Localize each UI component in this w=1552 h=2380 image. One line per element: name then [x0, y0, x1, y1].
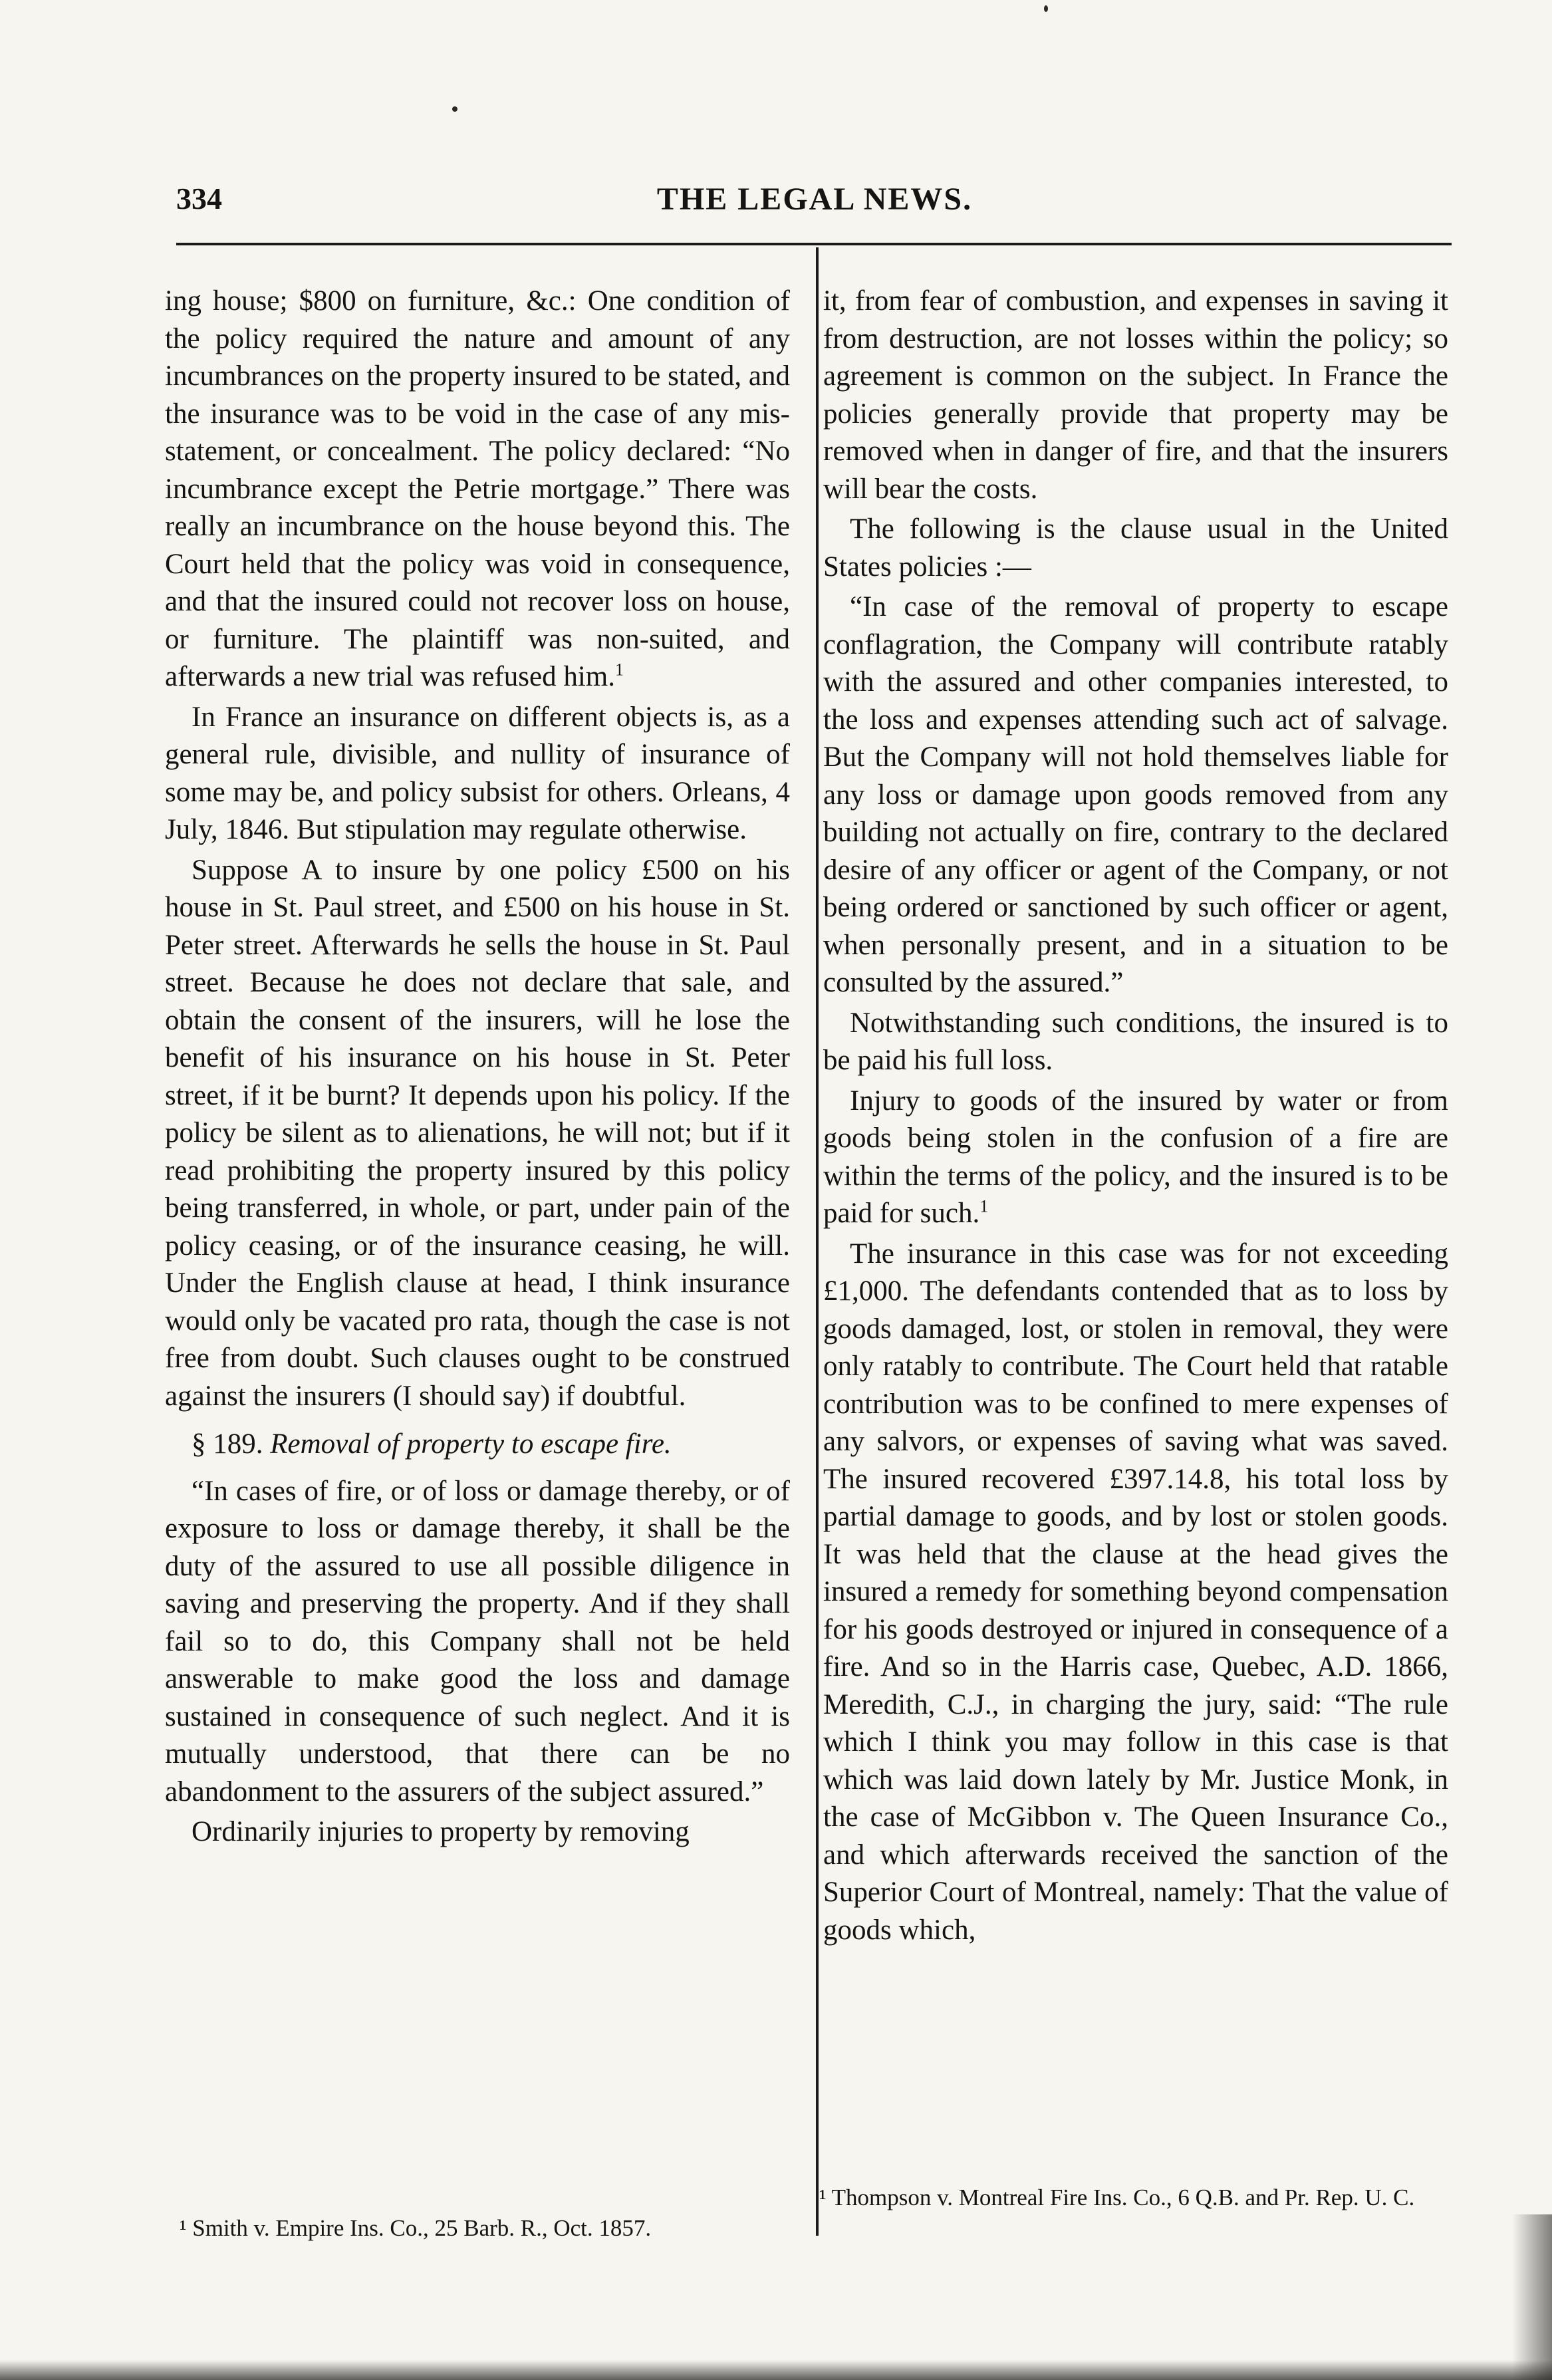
- paragraph: In France an insurance on different objects is, as a general rule, divisible, and nullity of insurance of some may be, and policy subsist for others. Orleans, 4 July, 1846. But stipulation may regulate otherwise.: [165, 701, 790, 845]
- paragraph: Suppose A to insure by one policy £500 on his house in St. Paul street, and £500 on his house in St. Peter street. Afterwards he sells the house in St. Paul street. Because he does not declare that sale, and obtain the consent of the insurers, will he lose the benefit of his insurance on his house in St. Peter street, if it be burnt? It depends upon his policy. If the policy be silent as to alienations, he will not; but if it read prohibiting the property insured by this policy being transferred, in whole, or part, under pain of the policy ceasing, or of the insurance ceasing, he will. Under the English clause at head, I think insurance would only be vacated pro rata, though the case is not free from doubt. Such clauses ought to be construed against the insurers (I should say) if doubtful.: [165, 854, 790, 1412]
- header-rule: [176, 243, 1452, 245]
- scan-edge-shadow: [1512, 2214, 1552, 2380]
- paragraph: ing house; $800 on furniture, &c.: One condition of the policy required the nature and amount of any incumbrances on the property insured to be stated, and the insurance was to be void in the case of any mis-statement, or concealment. The policy declared: “No incumbrance except the Petrie mortgage.” There was really an incumbrance on the house beyond this. The Court held that the policy was void in consequence, and that the insured could not recover loss on house, or furniture. The plaintiff was non-suited, and afterwards a new trial was refused him.$^1$: [165, 285, 790, 692]
- section-title: Removal of property to escape fire.: [270, 1428, 672, 1460]
- quoted-clause: “In cases of fire, or of loss or damage thereby, or of exposure to loss or damage thereby, it shall be the duty of the assured to use all possible diligence in saving and preserving the property. And if they shall fail so to do, this Company shall not be held answerable to make good the loss and damage sustained in consequence of such neglect. And it is mutually understood, that there can be no abandonment to the assurers of the subject assured.”: [165, 1475, 790, 1807]
- footnote-right: ¹ Thompson v. Montreal Fire Ins. Co., 6 Q.B. and Pr. Rep. U. C.: [819, 2184, 1415, 2210]
- quoted-clause: “In case of the removal of property to escape conflagration, the Company will contribute ratably with the assured and other companies interested, to the loss and expenses attending such act of salvage. But the Company will not hold themselves liable for any loss or damage upon goods removed from any building not actually on fire, contrary to the declared desire of any officer or agent of the Company, or not being ordered or sanctioned by such officer or agent, when personally present, and in a situation to be consulted by the assured.”: [823, 591, 1448, 998]
- paragraph: Injury to goods of the insured by water or from goods being stolen in the confusion of a fire are within the terms of the policy, and the insured is to be paid for such.$^1$: [823, 1085, 1448, 1229]
- paragraph: The insurance in this case was for not exceeding £1,000. The defendants contended that as to loss by goods damaged, lost, or stolen in removal, they were only ratably to contribute. The Court held that ratable contribution was to be confined to mere expenses of any salvors, or expenses of saving what was saved. The insured recovered £397.14.8, his total loss by partial damage to goods, and by lost or stolen goods. It was held that the clause at the head gives the insured a remedy for something beyond compensation for his goods destroyed or injured in consequence of a fire. And so in the Harris case, Quebec, A.D. 1866, Meredith, C.J., in charging the jury, said: “The rule which I think you may follow in this case is that which was laid down lately by Mr. Justice Monk, in the case of McGibbon v. The Queen Insurance Co., and which afterwards received the sanction of the Superior Court of Montreal, namely: That the value of goods which,: [823, 1238, 1448, 1946]
- footnote-left: ¹ Smith v. Empire Ins. Co., 25 Barb. R., Oct. 1857.: [180, 2215, 652, 2241]
- paragraph: The following is the clause usual in the United States policies :—: [823, 513, 1448, 583]
- page-header: [176, 174, 1453, 227]
- section-heading: [165, 1426, 790, 1464]
- running-head: THE LEGAL NEWS.: [656, 182, 973, 217]
- paragraph: Notwithstanding such conditions, the insured is to be paid his full loss.: [823, 1007, 1448, 1076]
- section-number: § 189.: [192, 1428, 263, 1460]
- ink-speck: [452, 106, 457, 112]
- column-divider: [816, 247, 819, 2236]
- ink-speck: [1044, 5, 1048, 12]
- paragraph: it, from fear of combustion, and expenses in saving it from destruction, are not losses within the policy; so agreement is common on the subject. In France the policies generally provide that property may be removed when in danger of fire, and that the insurers will bear the costs.: [823, 285, 1448, 505]
- scan-bottom-shadow: [0, 2360, 1552, 2380]
- right-column: [823, 283, 1448, 1949]
- paragraph: Ordinarily injuries to property by removing: [192, 1816, 690, 1847]
- page-number: 334: [176, 182, 222, 215]
- left-column: [165, 283, 790, 1851]
